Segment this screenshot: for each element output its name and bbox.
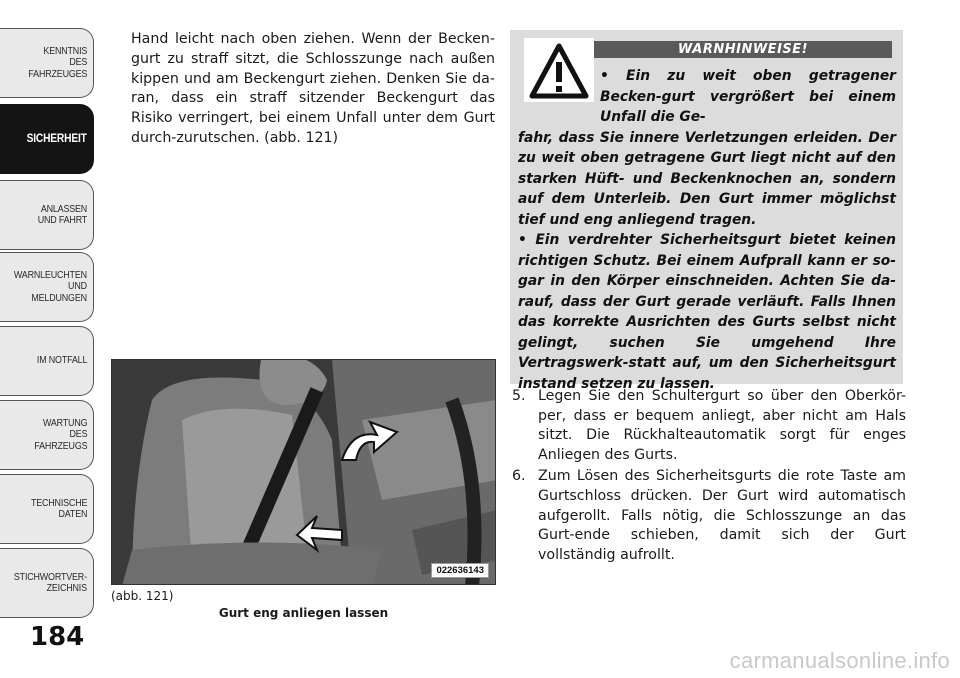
- tab-kenntnis[interactable]: [0, 28, 94, 98]
- tab-im-notfall[interactable]: [0, 326, 94, 396]
- tab-label: WARNLEUCHTEN UND MELDUNGEN: [13, 268, 87, 304]
- list-item: [512, 387, 906, 465]
- instruction-list: [512, 387, 906, 567]
- tab-sicherheit[interactable]: [0, 104, 94, 174]
- tab-anlassen[interactable]: [0, 180, 94, 250]
- tab-stichwortverzeichnis[interactable]: [0, 548, 94, 618]
- tab-label: ANLASSEN UND FAHRT: [37, 202, 87, 226]
- list-item-number: 5.: [512, 388, 526, 404]
- list-item: [512, 467, 906, 565]
- tab-label: SICHERHEIT: [26, 131, 87, 146]
- list-item-number: 6.: [512, 468, 526, 485]
- list-item-text: Zum Lösen des Sicherheitsgurts die rote Taste am Gurtschloss drücken. Der Gurt wird automatisch aufgerollt. Falls nötig, die Schlosszunge an das Gurt-ende schieben, damit sich der Gurt vollständig aufrollt.: [538, 468, 906, 563]
- tab-label: STICHWORTVER- ZEICHNIS: [14, 570, 87, 594]
- warning-text: [518, 66, 896, 394]
- warning-bullet-2: • Ein verdrehter Sicherheitsgurt bietet keinen richtigen Schutz. Bei einem Aufprall kann er so-gar in den Körper einschneiden. Achten Sie da-rauf, dass der Gurt gerade verläuft. Falls Ihnen das korrekte Ausrichten des Gurts selbst nicht gelingt, suchen Sie umgehend Ihre Vertragswerk-statt auf, um den Sicherheitsgurt instand setzen zu lassen.: [518, 232, 896, 392]
- tab-warnleuchten[interactable]: [0, 252, 94, 322]
- seat-illustration: [112, 360, 496, 585]
- tab-technische-daten[interactable]: [0, 474, 94, 544]
- figure-reference: (abb. 121): [111, 589, 174, 603]
- tab-label: KENNTNIS DES FAHRZEUGES: [28, 44, 87, 80]
- chapter-tabs: [0, 0, 98, 678]
- tab-wartung[interactable]: [0, 400, 94, 470]
- warning-bullet-1-first: • Ein zu weit oben getragener Becken-gurt vergrößert bei einem Unfall die Ge-: [600, 68, 896, 125]
- tab-label: TECHNISCHE DATEN: [30, 496, 87, 520]
- figure-seatbelt-photo: [111, 359, 496, 585]
- warning-title: WARNHINWEISE!: [594, 41, 892, 58]
- figure-code: 022636143: [431, 563, 489, 578]
- warning-box: [510, 30, 903, 392]
- tab-label: IM NOTFALL: [36, 354, 87, 367]
- tab-label: WARTUNG DES FAHRZEUGS: [33, 416, 87, 452]
- watermark: carmanualsonline.info: [729, 648, 950, 673]
- body-paragraph: Hand leicht nach oben ziehen. Wenn der Becken-gurt zu straff sitzt, die Schlosszunge nach außen kippen und am Beckengurt ziehen. Denken Sie da-ran, dass ein straff sitzender Beckengurt das Risiko verringert, bei einem Unfall unter dem Gurt durch-zurutschen. (abb. 121): [131, 31, 495, 146]
- figure-caption: Gurt eng anliegen lassen: [218, 606, 389, 620]
- page-number: 184: [30, 622, 85, 652]
- warning-bullet-1-rest: fahr, dass Sie innere Verletzungen erleiden. Der zu weit oben getragene Gurt liegt nicht auf den starken Hüft- und Beckenknochen an, sondern auf dem Unterleib. Den Gurt immer möglichst tief und eng anliegend tragen.: [518, 129, 896, 228]
- list-item-text: Legen Sie den Schultergurt so über den Oberkör-per, dass er bequem anliegt, aber nicht am Hals sitzt. Die Rückhalteautomatik sorgt für enges Anliegen des Gurts.: [538, 388, 906, 463]
